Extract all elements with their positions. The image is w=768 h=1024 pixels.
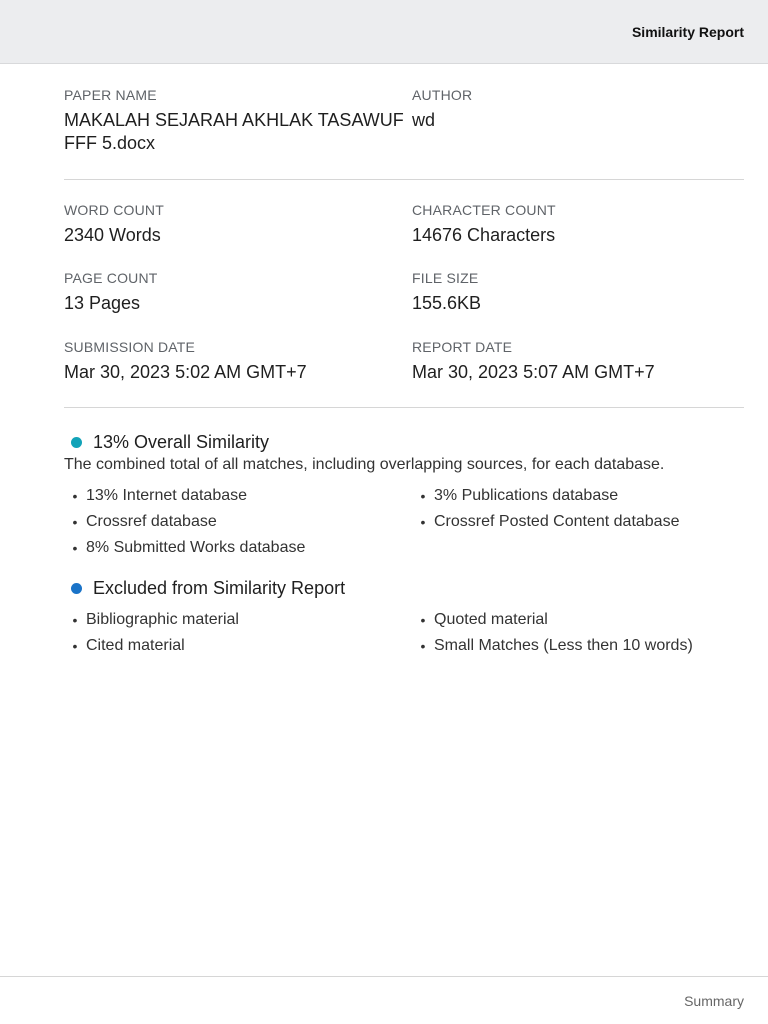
bullet-icon: • [420, 514, 426, 530]
list-item-text: 3% Publications database [434, 487, 619, 504]
character-count-value: 14676 Characters [412, 225, 556, 245]
list-item [64, 509, 412, 535]
list-item [412, 509, 744, 535]
footer-summary-label: Summary [684, 992, 744, 1009]
author-value: wd [412, 110, 436, 130]
list-item-text: Cited material [86, 637, 185, 654]
file-size-label: FILE SIZE [412, 270, 479, 287]
metadata-section [64, 180, 744, 407]
list-item [412, 607, 744, 633]
file-size-field [412, 270, 744, 338]
paper-name-label: PAPER NAME [64, 87, 157, 103]
excluded-heading-text: Excluded from Similarity Report [93, 577, 346, 598]
list-item [412, 633, 744, 659]
similarity-description: The combined total of all matches, including overlapping sources, for each database. [64, 456, 665, 473]
similarity-section [64, 408, 744, 659]
paper-name-value: MAKALAH SEJARAH AKHLAK TASAWUF FFF 5.docx [64, 110, 404, 153]
report-content [0, 64, 768, 659]
paper-name-field [64, 87, 412, 179]
list-item-text: Crossref database [86, 513, 217, 530]
list-item [64, 607, 412, 633]
report-title: Similarity Report [631, 23, 744, 40]
submission-date-value: Mar 30, 2023 5:02 AM GMT+7 [64, 361, 307, 382]
report-date-field [412, 339, 744, 407]
character-count-label: CHARACTER COUNT [412, 202, 556, 218]
list-item [64, 633, 412, 659]
page-count-value: 13 Pages [64, 293, 141, 314]
list-item-text: Bibliographic material [86, 611, 239, 628]
bullet-icon: • [72, 612, 78, 628]
list-item-text: 13% Internet database [86, 487, 248, 504]
similarity-dot-icon [71, 437, 82, 448]
excluded-dot-icon [71, 583, 82, 594]
bullet-icon: • [72, 540, 78, 556]
similarity-heading-text: 13% Overall Similarity [93, 431, 270, 452]
report-date-label: REPORT DATE [412, 338, 513, 355]
bullet-icon: • [420, 612, 426, 628]
word-count-label: WORD COUNT [64, 202, 164, 218]
excluded-list [64, 607, 744, 659]
submission-date-field [64, 339, 412, 407]
author-label: AUTHOR [412, 87, 473, 103]
bullet-icon: • [72, 514, 78, 530]
bullet-icon: • [420, 488, 426, 504]
word-count-field [64, 202, 412, 270]
list-item [64, 483, 412, 509]
list-item-text: Crossref Posted Content database [434, 513, 680, 530]
list-item-text: Small Matches (Less then 10 words) [434, 637, 693, 654]
excluded-heading [64, 578, 744, 598]
list-item [412, 483, 744, 509]
footer-bar [0, 976, 768, 1024]
list-item-text: 8% Submitted Works database [86, 539, 306, 556]
author-field [412, 87, 744, 179]
header-bar [0, 0, 768, 64]
word-count-value: 2340 Words [64, 225, 161, 245]
similarity-heading [64, 432, 744, 452]
page-count-label: PAGE COUNT [64, 270, 158, 287]
page-count-field [64, 270, 412, 338]
character-count-field [412, 202, 744, 270]
report-date-value: Mar 30, 2023 5:07 AM GMT+7 [412, 361, 655, 382]
bullet-icon: • [420, 638, 426, 654]
similarity-database-list [64, 483, 744, 561]
paper-section [64, 64, 744, 179]
bullet-icon: • [72, 488, 78, 504]
submission-date-label: SUBMISSION DATE [64, 338, 196, 355]
list-item [64, 535, 412, 561]
file-size-value: 155.6KB [412, 293, 482, 314]
bullet-icon: • [72, 638, 78, 654]
list-item-text: Quoted material [434, 611, 548, 628]
